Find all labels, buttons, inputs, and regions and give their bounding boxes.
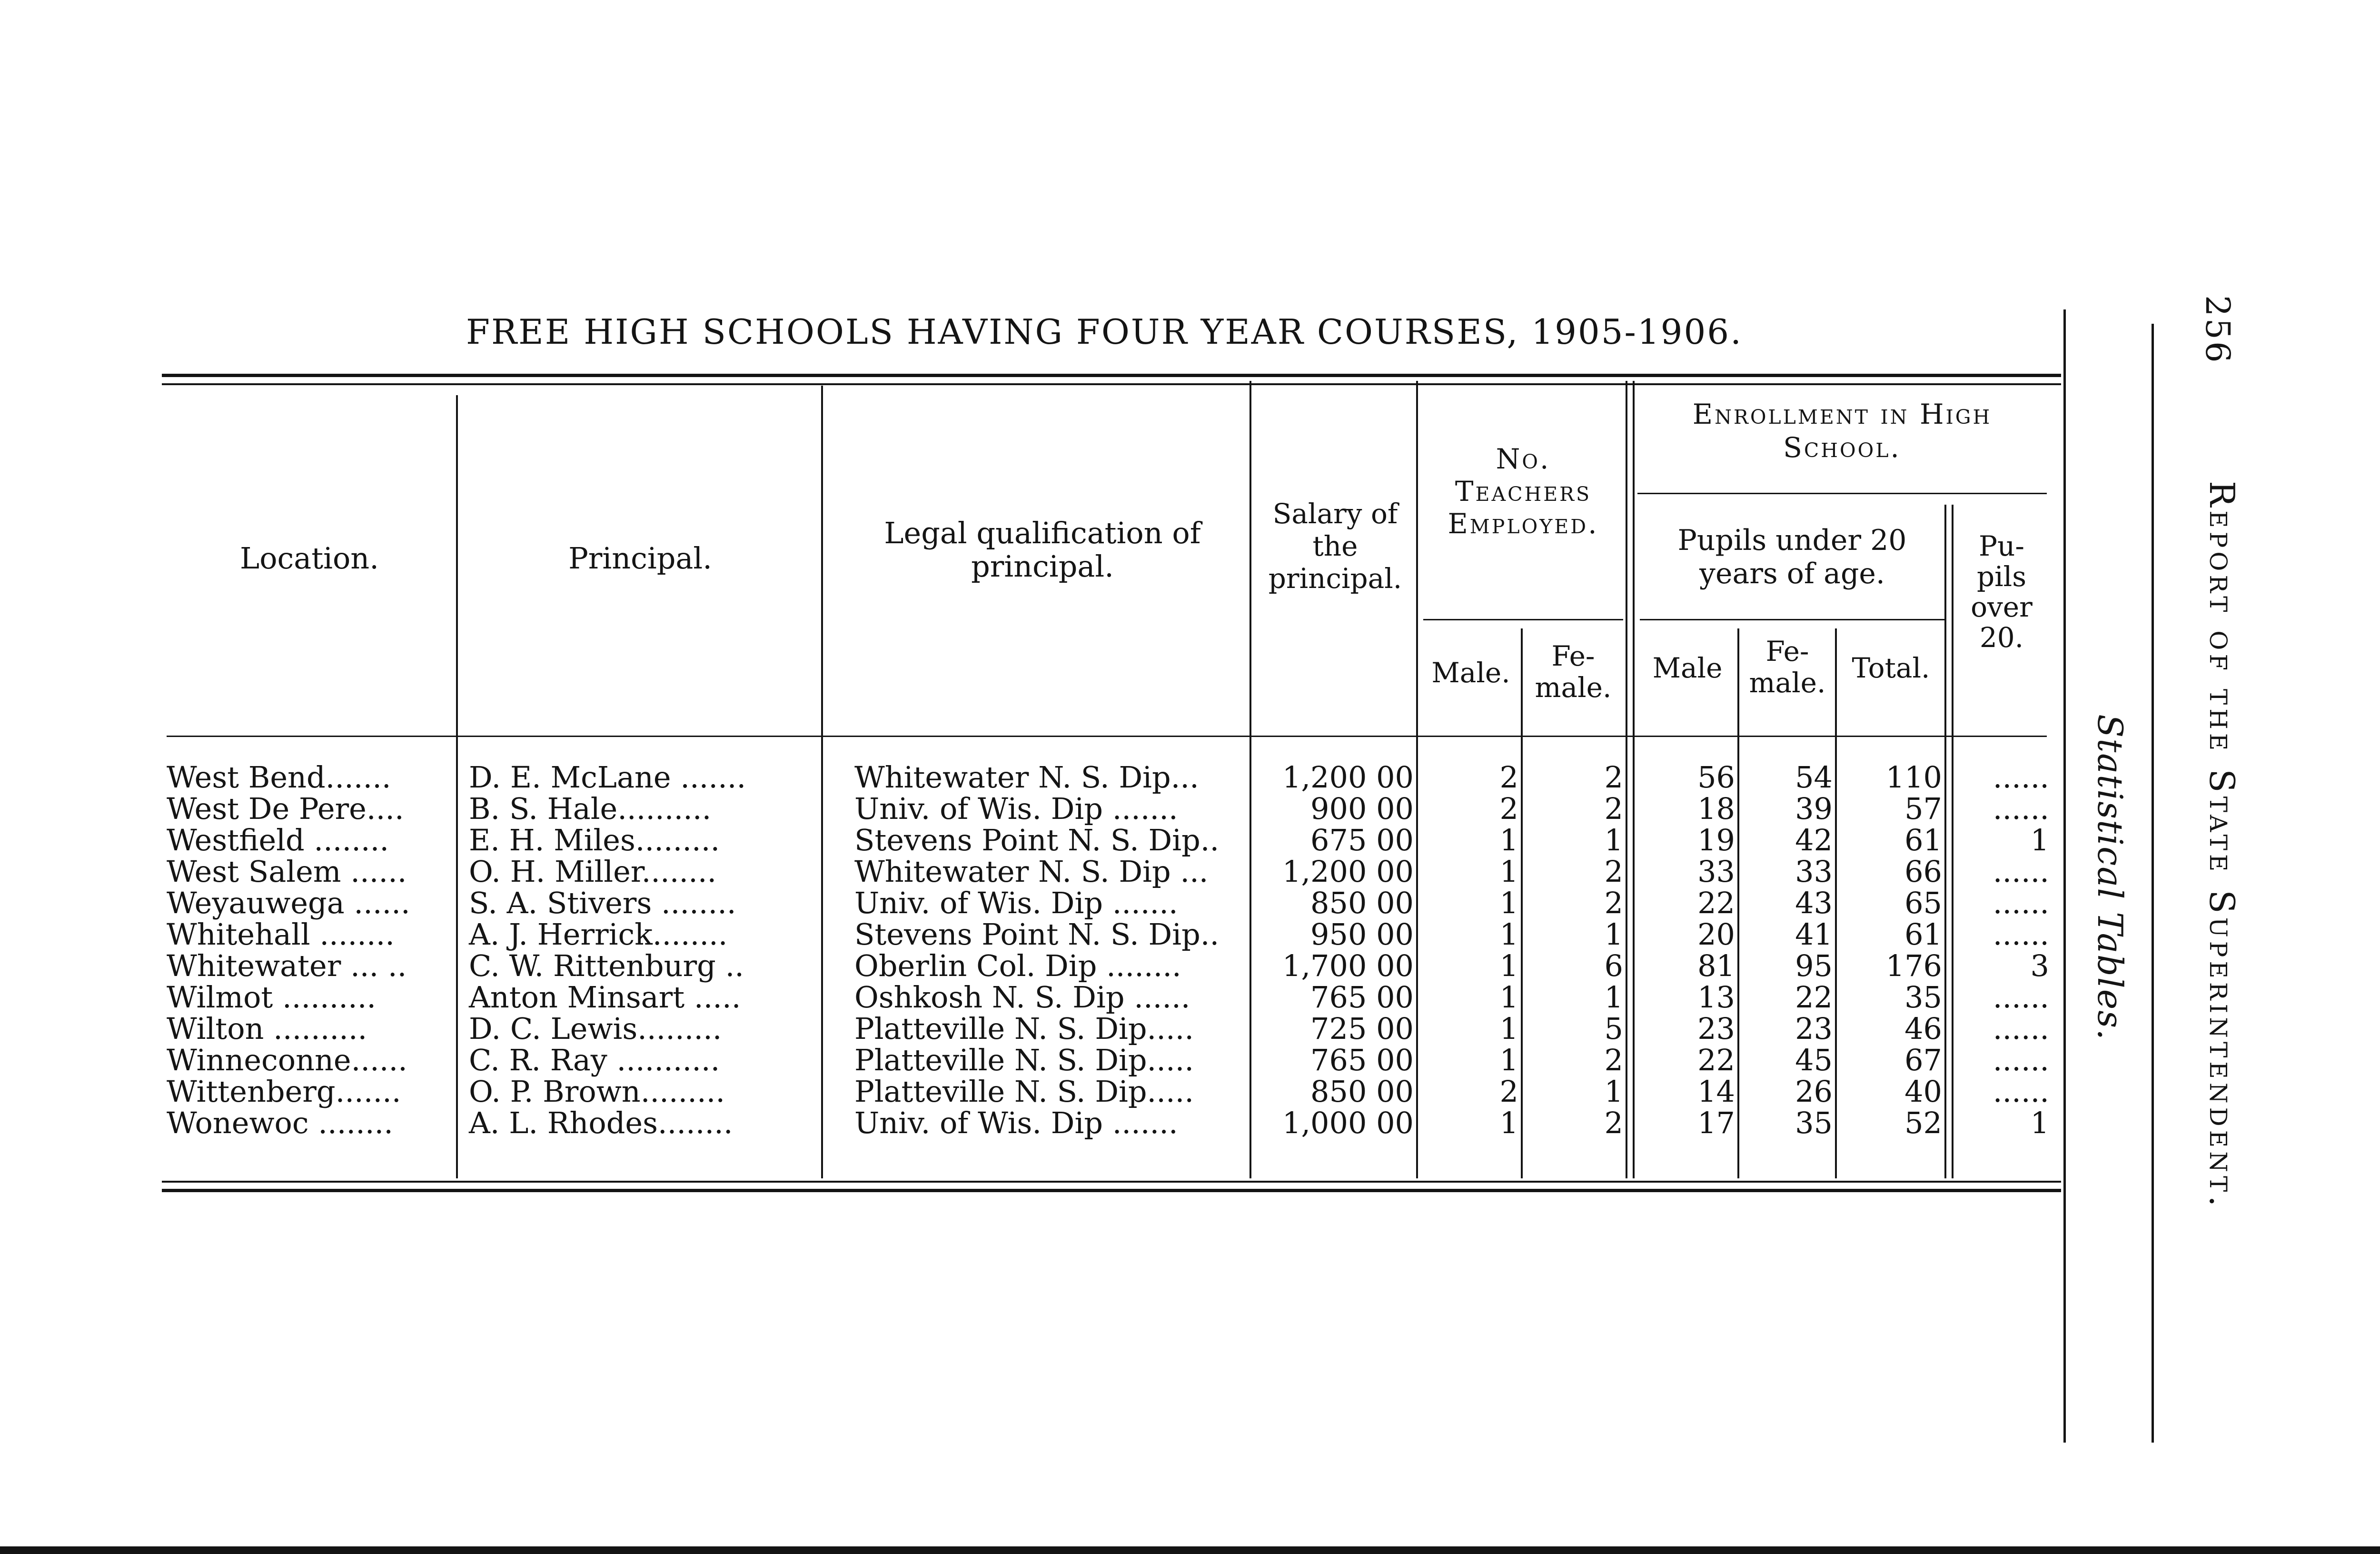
- cell-qualification: Univ. of Wis. Dip .......: [854, 791, 1178, 826]
- cell-teachers-male: 1: [1499, 854, 1518, 889]
- column-divider: [1250, 381, 1251, 1178]
- cell-teachers-female: 1: [1604, 1074, 1623, 1109]
- cell-pupils-over20: ......: [1993, 917, 2049, 952]
- cell-pupils-over20: 1: [2030, 823, 2049, 857]
- header-rule: [1640, 619, 1944, 620]
- header-under20-group: Pupils under 20 years of age.: [1677, 524, 1907, 590]
- cell-salary: 765 00: [1310, 1043, 1414, 1077]
- cell-pupils-over20: ......: [1993, 1074, 2049, 1109]
- cell-pupils-total: 61: [1904, 823, 1942, 857]
- cell-location: West Salem ......: [167, 854, 407, 889]
- cell-pupils-female: 39: [1795, 791, 1833, 826]
- cell-pupils-total: 35: [1904, 980, 1942, 1015]
- cell-pupils-female: 22: [1795, 980, 1833, 1015]
- cell-qualification: Oberlin Col. Dip ........: [854, 948, 1181, 983]
- cell-pupils-over20: ......: [1993, 1011, 2049, 1046]
- cell-teachers-female: 2: [1604, 854, 1623, 889]
- cell-teachers-female: 2: [1604, 760, 1623, 795]
- cell-location: Wilmot ..........: [167, 980, 377, 1015]
- cell-teachers-female: 2: [1604, 1106, 1623, 1140]
- cell-salary: 675 00: [1310, 823, 1414, 857]
- top-rule-1: [162, 374, 2061, 377]
- cell-qualification: Platteville N. S. Dip.....: [854, 1074, 1194, 1109]
- cell-teachers-male: 1: [1499, 980, 1518, 1015]
- cell-teachers-female: 2: [1604, 886, 1623, 920]
- header-under20-total: Total.: [1852, 652, 1930, 684]
- side-rule: [2063, 309, 2066, 1443]
- cell-location: Whitehall ........: [167, 917, 395, 952]
- cell-pupils-female: 26: [1795, 1074, 1833, 1109]
- cell-principal: D. C. Lewis.........: [469, 1011, 722, 1046]
- table-title: FREE HIGH SCHOOLS HAVING FOUR YEAR COURSES, 1905-1906.: [466, 312, 1743, 352]
- cell-pupils-female: 54: [1795, 760, 1833, 795]
- cell-pupils-male: 18: [1697, 791, 1735, 826]
- cell-location: West De Pere....: [167, 791, 404, 826]
- cell-pupils-total: 67: [1904, 1043, 1942, 1077]
- header-teachers-female: Fe- male.: [1535, 640, 1612, 704]
- cell-pupils-total: 57: [1904, 791, 1942, 826]
- cell-principal: S. A. Stivers ........: [469, 886, 736, 920]
- side-rule: [2152, 324, 2154, 1443]
- cell-pupils-over20: 3: [2030, 948, 2049, 983]
- cell-pupils-total: 65: [1904, 886, 1942, 920]
- cell-pupils-female: 41: [1795, 917, 1833, 952]
- column-divider: [456, 395, 458, 1178]
- cell-pupils-male: 20: [1697, 917, 1735, 952]
- column-divider: [1835, 628, 1837, 1178]
- cell-salary: 1,200 00: [1282, 854, 1414, 889]
- header-rule: [1423, 619, 1623, 620]
- cell-pupils-total: 61: [1904, 917, 1942, 952]
- cell-salary: 1,200 00: [1282, 760, 1414, 795]
- cell-principal: C. W. Rittenburg ..: [469, 948, 744, 983]
- cell-salary: 1,000 00: [1282, 1106, 1414, 1140]
- running-head: Report of the State Superintendent.: [2202, 481, 2242, 1211]
- cell-pupils-male: 22: [1697, 886, 1735, 920]
- cell-pupils-male: 22: [1697, 1043, 1735, 1077]
- cell-pupils-male: 19: [1697, 823, 1735, 857]
- column-divider: [821, 386, 823, 1178]
- cell-teachers-male: 2: [1499, 760, 1518, 795]
- cell-pupils-male: 17: [1697, 1106, 1735, 1140]
- cell-principal: Anton Minsart .....: [469, 980, 741, 1015]
- column-divider: [1952, 505, 1954, 1178]
- cell-principal: C. R. Ray ...........: [469, 1043, 720, 1077]
- cell-pupils-over20: ......: [1993, 886, 2049, 920]
- cell-teachers-male: 1: [1499, 1043, 1518, 1077]
- cell-teachers-male: 1: [1499, 948, 1518, 983]
- cell-teachers-male: 1: [1499, 1106, 1518, 1140]
- header-under20-male: Male: [1652, 652, 1723, 684]
- column-divider: [1944, 505, 1946, 1178]
- cell-location: Wittenberg.......: [167, 1074, 401, 1109]
- cell-pupils-female: 23: [1795, 1011, 1833, 1046]
- cell-teachers-male: 2: [1499, 791, 1518, 826]
- cell-pupils-male: 13: [1697, 980, 1735, 1015]
- column-divider: [1737, 628, 1739, 1178]
- cell-qualification: Univ. of Wis. Dip .......: [854, 1106, 1178, 1140]
- cell-pupils-over20: ......: [1993, 791, 2049, 826]
- cell-location: Westfield ........: [167, 823, 389, 857]
- cell-qualification: Platteville N. S. Dip.....: [854, 1043, 1194, 1077]
- cell-location: Wonewoc ........: [167, 1106, 393, 1140]
- page-number: 256: [2198, 295, 2237, 365]
- cell-pupils-male: 56: [1697, 760, 1735, 795]
- cell-pupils-total: 66: [1904, 854, 1942, 889]
- cell-teachers-male: 1: [1499, 886, 1518, 920]
- header-location: Location.: [240, 541, 379, 576]
- cell-salary: 950 00: [1310, 917, 1414, 952]
- cell-principal: A. J. Herrick........: [469, 917, 728, 952]
- header-under20-female: Fe- male.: [1749, 635, 1826, 699]
- cell-salary: 1,700 00: [1282, 948, 1414, 983]
- cell-teachers-female: 1: [1604, 917, 1623, 952]
- cell-pupils-male: 14: [1697, 1074, 1735, 1109]
- header-teachers-male: Male.: [1431, 657, 1510, 689]
- cell-salary: 725 00: [1310, 1011, 1414, 1046]
- cell-pupils-total: 110: [1885, 760, 1942, 795]
- cell-principal: E. H. Miles.........: [469, 823, 720, 857]
- cell-teachers-female: 5: [1604, 1011, 1623, 1046]
- page-bottom-edge: [0, 1546, 2380, 1554]
- cell-principal: O. P. Brown.........: [469, 1074, 725, 1109]
- cell-pupils-over20: ......: [1993, 1043, 2049, 1077]
- header-rule: [167, 736, 2047, 737]
- cell-teachers-female: 2: [1604, 1043, 1623, 1077]
- cell-pupils-female: 45: [1795, 1043, 1833, 1077]
- cell-pupils-female: 42: [1795, 823, 1833, 857]
- cell-pupils-male: 81: [1697, 948, 1735, 983]
- cell-pupils-total: 40: [1904, 1074, 1942, 1109]
- cell-teachers-female: 1: [1604, 980, 1623, 1015]
- cell-qualification: Univ. of Wis. Dip .......: [854, 886, 1178, 920]
- header-enrollment-group: Enrollment in High School.: [1692, 398, 1992, 464]
- cell-teachers-female: 6: [1604, 948, 1623, 983]
- header-over20: Pu- pils over 20.: [1971, 530, 2033, 654]
- cell-teachers-male: 1: [1499, 823, 1518, 857]
- cell-pupils-female: 35: [1795, 1106, 1833, 1140]
- cell-pupils-over20: ......: [1993, 760, 2049, 795]
- header-principal: Principal.: [568, 541, 712, 576]
- cell-salary: 850 00: [1310, 886, 1414, 920]
- header-qualification: Legal qualification of principal.: [884, 516, 1201, 584]
- cell-teachers-male: 1: [1499, 917, 1518, 952]
- cell-pupils-female: 33: [1795, 854, 1833, 889]
- cell-qualification: Stevens Point N. S. Dip..: [854, 823, 1220, 857]
- cell-pupils-total: 176: [1885, 948, 1942, 983]
- cell-qualification: Stevens Point N. S. Dip..: [854, 917, 1220, 952]
- header-rule: [1637, 493, 2047, 494]
- cell-principal: B. S. Hale..........: [469, 791, 712, 826]
- column-divider: [1626, 381, 1627, 1178]
- cell-pupils-over20: ......: [1993, 854, 2049, 889]
- top-rule-2: [162, 383, 2061, 385]
- cell-qualification: Platteville N. S. Dip.....: [854, 1011, 1194, 1046]
- cell-pupils-total: 46: [1904, 1011, 1942, 1046]
- cell-teachers-female: 1: [1604, 823, 1623, 857]
- side-title: Statistical Tables.: [2090, 714, 2130, 1041]
- cell-pupils-total: 52: [1904, 1106, 1942, 1140]
- cell-pupils-female: 43: [1795, 886, 1833, 920]
- cell-pupils-over20: 1: [2030, 1106, 2049, 1140]
- bottom-rule-1: [162, 1181, 2061, 1183]
- cell-teachers-male: 1: [1499, 1011, 1518, 1046]
- cell-pupils-male: 23: [1697, 1011, 1735, 1046]
- cell-pupils-over20: ......: [1993, 980, 2049, 1015]
- column-divider: [1633, 381, 1635, 1178]
- cell-location: Whitewater ... ..: [167, 948, 407, 983]
- cell-principal: O. H. Miller........: [469, 854, 717, 889]
- column-divider: [1521, 628, 1523, 1178]
- bottom-rule-2: [162, 1189, 2061, 1192]
- cell-teachers-female: 2: [1604, 791, 1623, 826]
- cell-location: Wilton ..........: [167, 1011, 367, 1046]
- cell-salary: 900 00: [1310, 791, 1414, 826]
- cell-location: Winneconne......: [167, 1043, 407, 1077]
- cell-pupils-male: 33: [1697, 854, 1735, 889]
- cell-qualification: Whitewater N. S. Dip ...: [854, 854, 1209, 889]
- cell-salary: 850 00: [1310, 1074, 1414, 1109]
- cell-qualification: Oshkosh N. S. Dip ......: [854, 980, 1190, 1015]
- cell-principal: A. L. Rhodes........: [469, 1106, 733, 1140]
- cell-qualification: Whitewater N. S. Dip...: [854, 760, 1199, 795]
- cell-pupils-female: 95: [1795, 948, 1833, 983]
- header-teachers-group: No. Teachers Employed.: [1448, 443, 1599, 540]
- cell-location: West Bend.......: [167, 760, 391, 795]
- cell-principal: D. E. McLane .......: [469, 760, 746, 795]
- header-salary: Salary of the principal.: [1268, 498, 1402, 595]
- cell-teachers-male: 2: [1499, 1074, 1518, 1109]
- cell-location: Weyauwega ......: [167, 886, 410, 920]
- cell-salary: 765 00: [1310, 980, 1414, 1015]
